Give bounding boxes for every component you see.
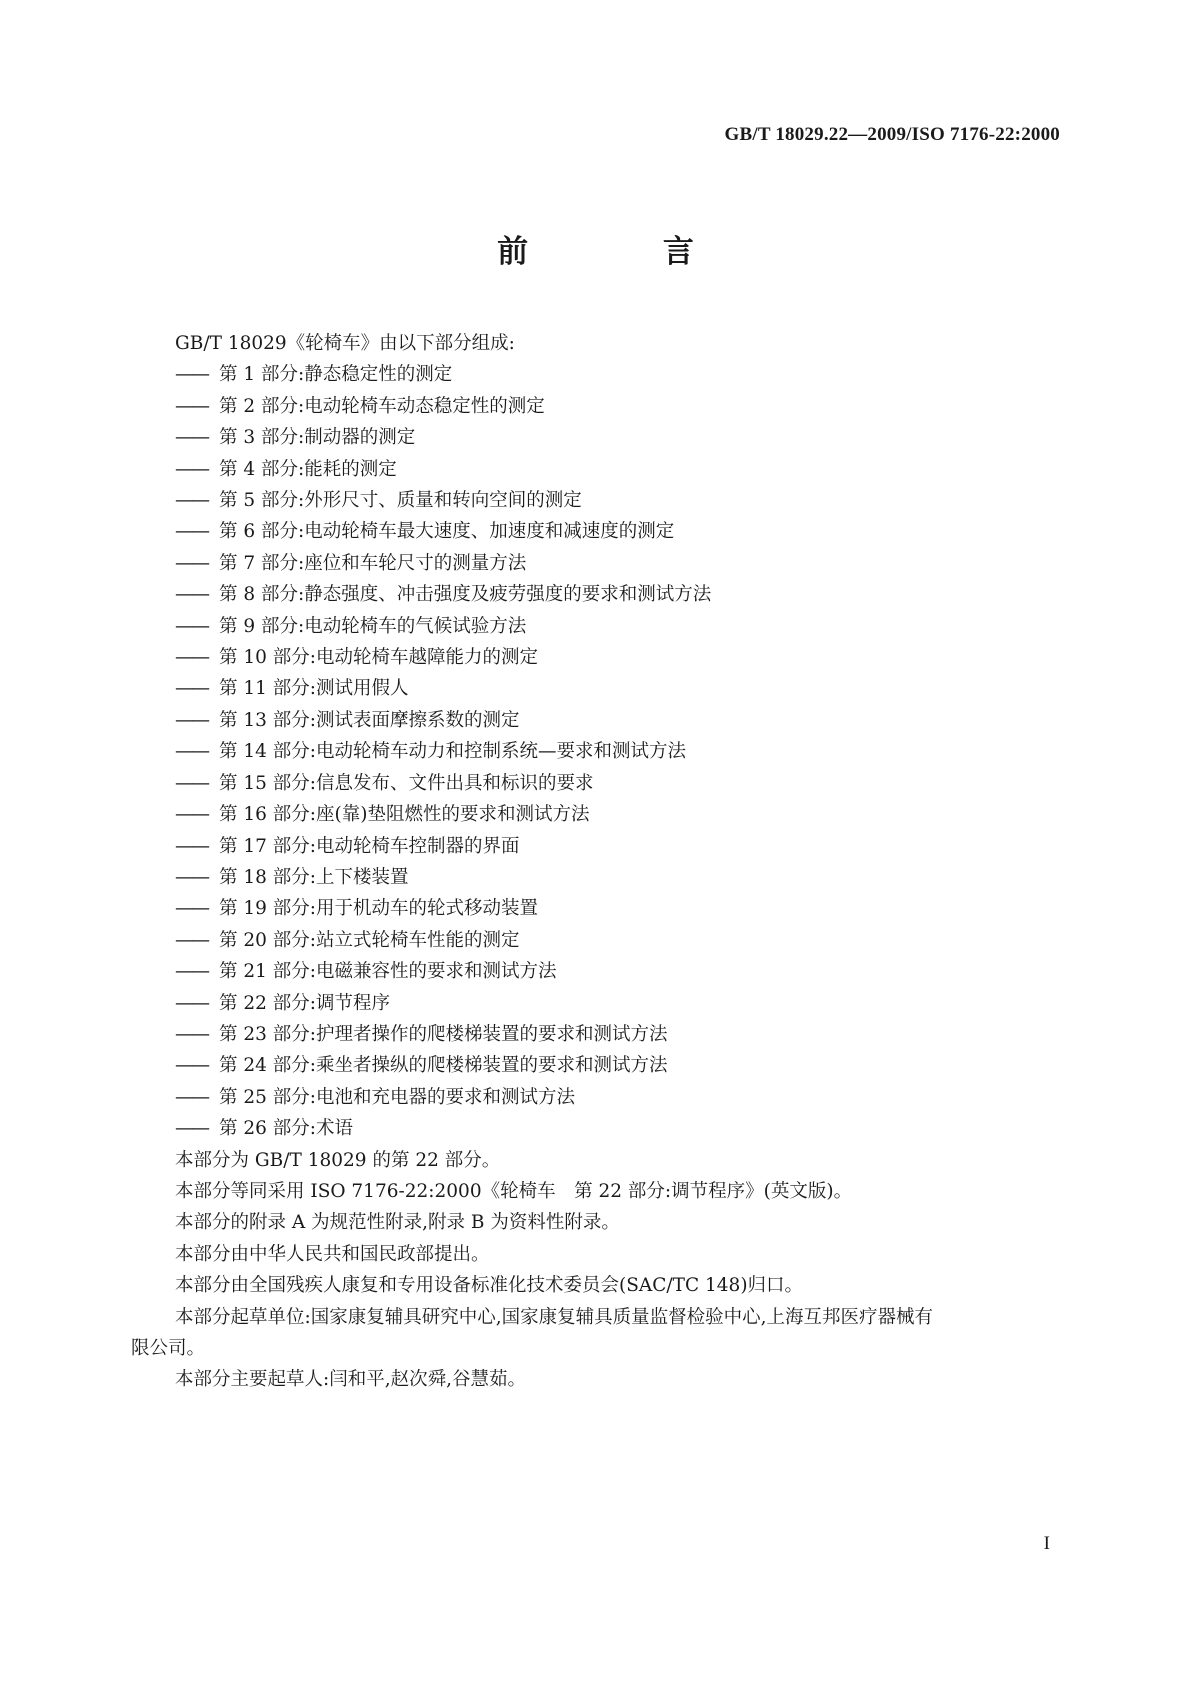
list-item bbox=[175, 673, 1055, 704]
list-dash: —— bbox=[175, 772, 208, 794]
paragraph-adoption: 本部分等同采用 ISO 7176-22:2000《轮椅车 第 22 部分:调节程序》(英文版)。 bbox=[175, 1180, 853, 1202]
list-item bbox=[175, 359, 1055, 390]
list-item-text: 第 25 部分:电池和充电器的要求和测试方法 bbox=[219, 1086, 576, 1108]
list-item-text: 第 11 部分:测试用假人 bbox=[219, 678, 409, 700]
list-item-text: 第 10 部分:电动轮椅车越障能力的测定 bbox=[219, 647, 539, 669]
paragraph-drafters: 本部分主要起草人:闫和平,赵次舜,谷慧茹。 bbox=[175, 1369, 526, 1391]
list-item bbox=[175, 799, 1055, 830]
list-item bbox=[175, 485, 1055, 516]
list-item bbox=[175, 391, 1055, 422]
list-dash: —— bbox=[175, 615, 208, 637]
list-item-text: 第 21 部分:电磁兼容性的要求和测试方法 bbox=[219, 961, 557, 983]
paragraph-drafting-units bbox=[131, 1302, 1055, 1365]
list-item bbox=[175, 893, 1055, 924]
list-item-text: 第 3 部分:制动器的测定 bbox=[219, 427, 416, 449]
list-dash: —— bbox=[175, 961, 208, 983]
list-item-text: 第 15 部分:信息发布、文件出具和标识的要求 bbox=[219, 772, 594, 794]
list-dash: —— bbox=[175, 804, 208, 826]
list-item-text: 第 1 部分:静态稳定性的测定 bbox=[219, 364, 453, 386]
paragraph-annex: 本部分的附录 A 为规范性附录,附录 B 为资料性附录。 bbox=[175, 1212, 620, 1234]
list-item bbox=[175, 1113, 1055, 1144]
list-item-text: 第 23 部分:护理者操作的爬楼梯装置的要求和测试方法 bbox=[219, 1023, 668, 1045]
list-dash: —— bbox=[175, 395, 208, 417]
list-item-text: 第 20 部分:站立式轮椅车性能的测定 bbox=[219, 929, 520, 951]
list-item bbox=[175, 516, 1055, 547]
list-item-text: 第 4 部分:能耗的测定 bbox=[219, 458, 397, 480]
list-item bbox=[175, 579, 1055, 610]
list-item bbox=[175, 705, 1055, 736]
list-item bbox=[175, 925, 1055, 956]
list-dash: —— bbox=[175, 992, 208, 1014]
list-item bbox=[175, 736, 1055, 767]
list-item bbox=[175, 768, 1055, 799]
list-item bbox=[175, 1082, 1055, 1113]
list-dash: —— bbox=[175, 866, 208, 888]
intro-line: GB/T 18029《轮椅车》由以下部分组成: bbox=[175, 333, 515, 354]
list-item-text: 第 14 部分:电动轮椅车动力和控制系统—要求和测试方法 bbox=[219, 741, 687, 763]
list-item-text: 第 5 部分:外形尺寸、质量和转向空间的测定 bbox=[219, 490, 582, 512]
list-dash: —— bbox=[175, 364, 208, 386]
list-item-text: 第 26 部分:术语 bbox=[219, 1118, 354, 1140]
list-item bbox=[175, 831, 1055, 862]
list-item-text: 第 6 部分:电动轮椅车最大速度、加速度和减速度的测定 bbox=[219, 521, 675, 543]
list-item bbox=[175, 642, 1055, 673]
list-dash: —— bbox=[175, 1086, 208, 1108]
standard-code: GB/T 18029.22—2009/ISO 7176-22:2000 bbox=[724, 124, 1060, 145]
list-item-text: 第 9 部分:电动轮椅车的气候试验方法 bbox=[219, 615, 527, 637]
list-dash: —— bbox=[175, 898, 208, 920]
page-number: I bbox=[1043, 1533, 1050, 1554]
list-item bbox=[175, 1050, 1055, 1081]
page-title: 前 言 bbox=[497, 234, 756, 270]
list-item bbox=[175, 862, 1055, 893]
list-item bbox=[175, 988, 1055, 1019]
list-item-text: 第 17 部分:电动轮椅车控制器的界面 bbox=[219, 835, 520, 857]
list-item-text: 第 8 部分:静态强度、冲击强度及疲劳强度的要求和测试方法 bbox=[219, 584, 712, 606]
list-dash: —— bbox=[175, 929, 208, 951]
list-dash: —— bbox=[175, 1118, 208, 1140]
list-dash: —— bbox=[175, 521, 208, 543]
list-dash: —— bbox=[175, 552, 208, 574]
list-dash: —— bbox=[175, 835, 208, 857]
list-dash: —— bbox=[175, 584, 208, 606]
list-dash: —— bbox=[175, 741, 208, 763]
list-dash: —— bbox=[175, 709, 208, 731]
drafting-units-line-2: 限公司。 bbox=[131, 1338, 206, 1359]
list-item-text: 第 13 部分:测试表面摩擦系数的测定 bbox=[219, 709, 520, 731]
list-item bbox=[175, 1019, 1055, 1050]
list-item-text: 第 2 部分:电动轮椅车动态稳定性的测定 bbox=[219, 395, 545, 417]
list-dash: —— bbox=[175, 458, 208, 480]
list-item bbox=[175, 956, 1055, 987]
list-item bbox=[175, 454, 1055, 485]
parts-list bbox=[175, 359, 1055, 1144]
list-item-text: 第 19 部分:用于机动车的轮式移动装置 bbox=[219, 898, 539, 920]
list-item bbox=[175, 611, 1055, 642]
list-item-text: 第 16 部分:座(靠)垫阻燃性的要求和测试方法 bbox=[219, 804, 590, 826]
list-dash: —— bbox=[175, 1023, 208, 1045]
list-dash: —— bbox=[175, 647, 208, 669]
list-dash: —— bbox=[175, 427, 208, 449]
list-dash: —— bbox=[175, 490, 208, 512]
list-item bbox=[175, 548, 1055, 579]
preface-body bbox=[131, 328, 1055, 1396]
paragraph-committee: 本部分由全国残疾人康复和专用设备标准化技术委员会(SAC/TC 148)归口。 bbox=[175, 1275, 804, 1297]
list-item bbox=[175, 422, 1055, 453]
paragraph-scope: 本部分为 GB/T 18029 的第 22 部分。 bbox=[175, 1149, 501, 1171]
list-item-text: 第 22 部分:调节程序 bbox=[219, 992, 391, 1014]
list-dash: —— bbox=[175, 678, 208, 700]
paragraph-proposer: 本部分由中华人民共和国民政部提出。 bbox=[175, 1243, 490, 1265]
list-item-text: 第 18 部分:上下楼装置 bbox=[219, 866, 409, 888]
drafting-units-line-1: 本部分起草单位:国家康复辅具研究中心,国家康复辅具质量监督检验中心,上海互邦医疗器械有 bbox=[175, 1306, 933, 1328]
list-item-text: 第 7 部分:座位和车轮尺寸的测量方法 bbox=[219, 552, 527, 574]
list-item-text: 第 24 部分:乘坐者操纵的爬楼梯装置的要求和测试方法 bbox=[219, 1055, 668, 1077]
list-dash: —— bbox=[175, 1055, 208, 1077]
